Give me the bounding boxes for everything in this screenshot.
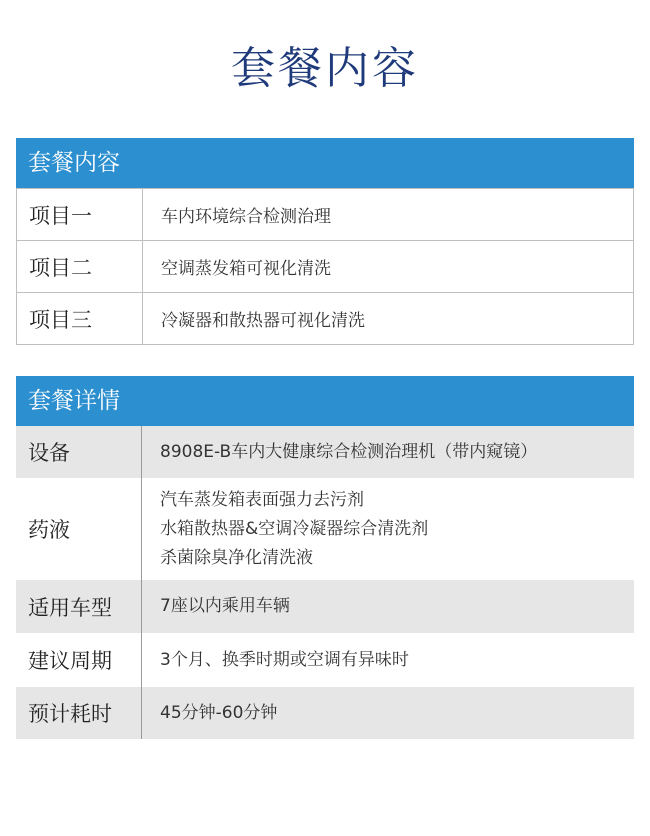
table-row <box>17 241 634 293</box>
item-value: 车内环境综合检测治理 <box>143 189 634 241</box>
detail-line: 杀菌除臭净化清洗液 <box>160 547 313 568</box>
item-label: 项目三 <box>17 293 143 345</box>
detail-line: 8908E-B车内大健康综合检测治理机（带内窥镜） <box>160 441 538 462</box>
detail-value <box>142 633 634 687</box>
detail-line: 45分钟-60分钟 <box>160 702 278 723</box>
table-row <box>17 293 634 345</box>
package-contents-table <box>16 188 634 345</box>
package-details-section <box>16 376 634 739</box>
page-title: 套餐内容 <box>231 43 419 94</box>
item-value: 冷凝器和散热器可视化清洗 <box>143 293 634 345</box>
detail-label: 建议周期 <box>16 633 142 687</box>
detail-row-duration <box>16 687 634 739</box>
package-contents-section <box>16 138 634 345</box>
detail-label: 预计耗时 <box>16 687 142 739</box>
detail-row-chemicals <box>16 478 634 580</box>
detail-label: 药液 <box>16 478 142 580</box>
detail-line: 水箱散热器&空调冷凝器综合清洗剂 <box>160 518 429 539</box>
detail-value <box>142 580 634 633</box>
item-value: 空调蒸发箱可视化清洗 <box>143 241 634 293</box>
detail-row-cycle <box>16 633 634 687</box>
detail-value <box>142 687 634 739</box>
detail-row-vehicle-type <box>16 580 634 633</box>
item-label: 项目二 <box>17 241 143 293</box>
package-details-header: 套餐详情 <box>16 376 634 426</box>
detail-label: 适用车型 <box>16 580 142 633</box>
detail-line: 3个月、换季时期或空调有异味时 <box>160 649 409 670</box>
detail-value <box>142 426 634 478</box>
detail-row-equipment <box>16 426 634 478</box>
detail-label: 设备 <box>16 426 142 478</box>
detail-value <box>142 478 634 580</box>
detail-line: 7座以内乘用车辆 <box>160 596 290 616</box>
item-label: 项目一 <box>17 189 143 241</box>
table-row <box>17 189 634 241</box>
detail-line: 汽车蒸发箱表面强力去污剂 <box>160 489 364 510</box>
package-contents-header: 套餐内容 <box>16 138 634 188</box>
